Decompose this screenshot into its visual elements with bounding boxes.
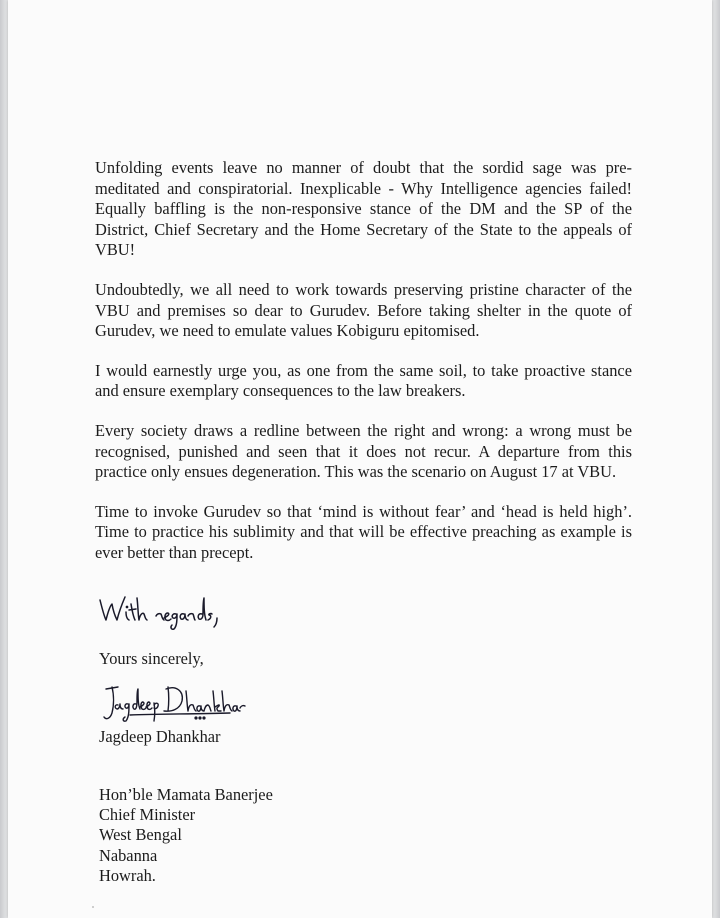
recipient-title: Chief Minister	[99, 805, 196, 825]
page-edge-right	[712, 0, 720, 918]
recipient-state: West Bengal	[99, 825, 182, 845]
recipient-address	[99, 785, 273, 886]
recipient-city: Howrah.	[99, 865, 156, 885]
paper-speck	[92, 906, 94, 908]
page-edge-left	[0, 0, 8, 918]
signer-name: Jagdeep Dhankhar	[99, 727, 221, 746]
letter-body	[95, 158, 632, 583]
signature	[100, 681, 250, 725]
handwritten-signoff	[98, 592, 228, 632]
paragraph-2: Undoubtedly, we all need to work towards preserving pristine character of the VBU and premises so dear to Gurudev. Before taking shelter in the quote of Gurudev, we need to emulate values Kobiguru epitomised.	[95, 279, 632, 341]
paragraph-1: Unfolding events leave no manner of doubt that the sordid sage was pre-meditated and conspiratorial. Inexplicable - Why Intelligence agencies failed! Equally baffling is the non-responsive stance of the DM and the SP of the District, Chief Secretary and the Home Secretary of the State to the appeals of VBU!	[95, 158, 632, 260]
paragraph-5: Time to invoke Gurudev so that ‘mind is without fear’ and ‘head is held high’. Time to practice his sublimity and that will be effective preaching as example is ever better than precept.	[95, 501, 632, 562]
recipient-office: Nabanna	[99, 845, 158, 865]
paragraph-4: Every society draws a redline between the right and wrong: a wrong must be recognised, punished and seen that it does not recur. A departure from this practice only ensues degeneration. This was the scenario on August 17 at VBU.	[95, 420, 632, 482]
closing-line: Yours sincerely,	[99, 649, 204, 668]
paragraph-3: I would earnestly urge you, as one from the same soil, to take proactive stance and ensure exemplary consequences to the law breakers.	[95, 360, 632, 401]
recipient-name: Hon’ble Mamata Banerjee	[99, 785, 273, 804]
